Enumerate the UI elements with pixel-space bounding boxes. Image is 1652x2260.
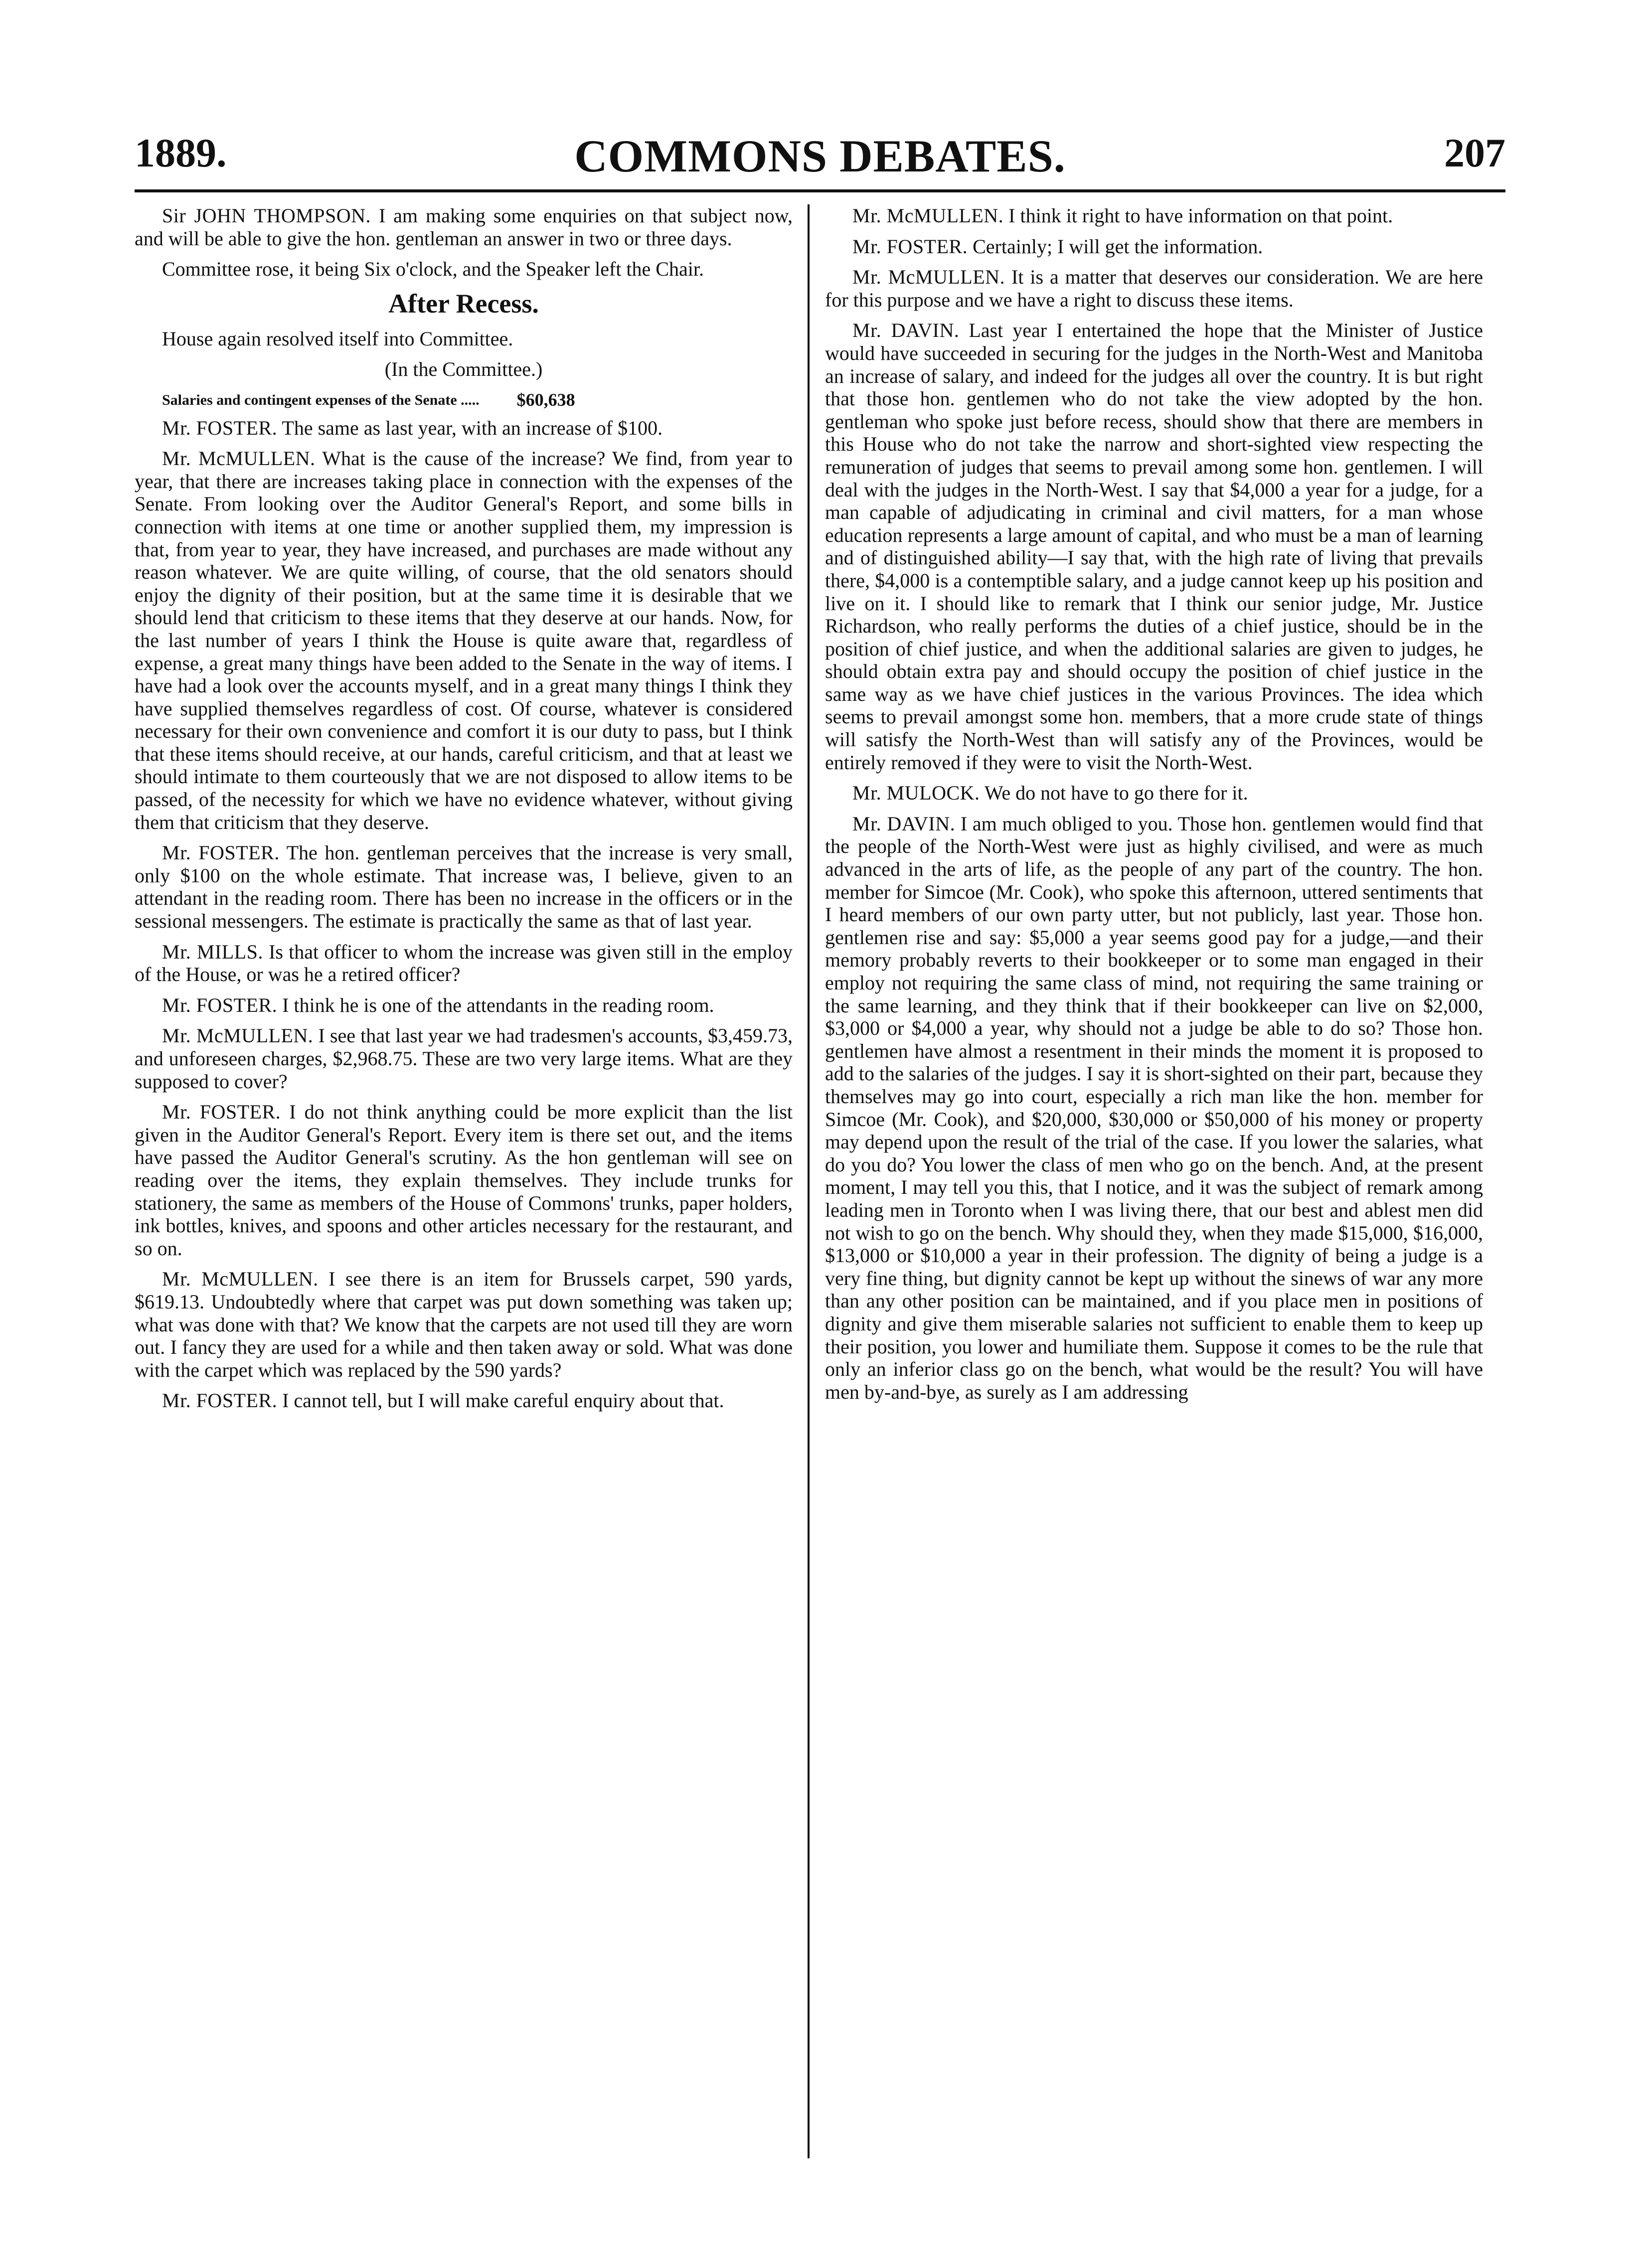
speaker-name: Mr. McMULLEN. xyxy=(162,447,316,470)
speaker-name: Mr. FOSTER. xyxy=(162,1101,281,1124)
speaker-name: Mr. FOSTER. xyxy=(852,235,968,258)
speaker-name: Mr. FOSTER. xyxy=(162,993,278,1016)
speech-paragraph xyxy=(135,941,793,986)
speech-text: The same as last year, with an increase of $100. xyxy=(282,416,663,439)
estimate-item xyxy=(135,389,793,412)
speech-paragraph xyxy=(825,266,1483,311)
left-column xyxy=(135,204,793,2178)
estimate-label: Salaries and contingent expenses of the Senate ..... xyxy=(162,391,480,408)
speech-text: I think it right to have information on that point. xyxy=(1008,204,1393,227)
speech-paragraph xyxy=(825,812,1483,1403)
speech-text: It is a matter that deserves our consideration. We are here for this purpose and we have a right to discuss these items. xyxy=(825,266,1483,311)
speech-text: I think he is one of the attendants in the reading room. xyxy=(282,993,714,1016)
speech-text: We do not have to go there for it. xyxy=(984,782,1248,805)
proceeding-paragraph: House again resolved itself into Committee. xyxy=(162,327,513,350)
speech-paragraph xyxy=(135,1101,793,1260)
speech-text: Last year I entertained the hope that the Minister of Justice would have succeeded in securing for the judges in the North-West and Manitoba an increase of salary, and indeed for the judges all over the country. It is but right that those hon. gentlemen who do not take the view adopted by the hon. gentleman who spoke just before recess, should show that there are members in this House who do not take the narrow and short-sighted view respecting the remuneration of judges that seems to prevail among some hon. gentlemen. I will deal with the judges in the North-West. I say that $4,000 a year for a judge, for a man capable of adjudicating in criminal and civil matters, for a man whose education represents a large amount of capital, and who must be a man of learning and of distinguished ability—I say that, with the high rate of living that prevails there, $4,000 is a contemptible salary, and a judge cannot keep up his position and live on it. I should like to remark that I think our senior judge, Mr. Justice Richardson, who really performs the duties of a chief justice, should be in the position of chief justice, and when the additional salaries are given to judges, he should obtain extra pay and should occupy the position of chief justice in the same way as we have chief justices in the various Provinces. The idea which seems to prevail amongst some hon. members, that a more crude state of things will satisfy the North-West than will satisfy any of the Provinces, would be entirely removed if they were to visit the North-West. xyxy=(825,319,1483,774)
header-title: COMMONS DEBATES. xyxy=(574,131,1066,181)
speaker-name: Mr. FOSTER. xyxy=(162,416,278,439)
speaker-name: Mr. FOSTER. xyxy=(162,1389,278,1412)
speech-paragraph xyxy=(135,1389,793,1412)
committee-note: (In the Committee.) xyxy=(384,358,543,381)
speaker-name: Mr. DAVIN. xyxy=(852,812,956,835)
speaker-name: Sir JOHN THOMPSON. xyxy=(162,204,371,227)
header-page-number: 207 xyxy=(1444,130,1505,175)
speaker-name: Mr. McMULLEN. xyxy=(852,266,1005,289)
speech-text: I am making some enquiries on that subject now, and will be able to give the hon. gentleman an answer in two or three days. xyxy=(135,204,793,250)
header-year: 1889. xyxy=(135,130,227,175)
speaker-name: Mr. MILLS. xyxy=(162,940,263,963)
header-rule xyxy=(135,189,1505,192)
speaker-name: Mr. McMULLEN. xyxy=(162,1024,314,1047)
column-divider xyxy=(808,204,810,2158)
speech-paragraph xyxy=(825,235,1483,258)
speech-paragraph xyxy=(825,782,1483,805)
speech-text: I am much obliged to you. Those hon. gentlemen would find that the people of the North-West were just as highly civilised, and were as much advanced in the arts of life, as the people of any part of the country. The hon. member for Simcoe (Mr. Cook), who spoke this afternoon, uttered sentiments that I heard members of our own party utter, but not publicly, last year. Those hon. gentlemen rise and say: $5,000 a year seems good pay for a judge,—and their memory probably reverts to their bookkeeper or to some man engaged in their employ not requiring the same class of mind, not requiring the same training or the same learning, and they think that if their bookkeeper can live on $2,000, $3,000 or $4,000 a year, why should not a judge be able to do so? Those hon. gentlemen have almost a resentment in their minds the moment it is proposed to add to the salaries of the judges. I say it is short-sighted on their part, because they themselves may go into court, especially a rich man like the hon. member for Simcoe (Mr. Cook), and $20,000, $30,000 or $50,000 of his money or property may depend upon the result of the trial of the case. If you lower the salaries, what do you do? You lower the class of men who go on the bench. And, at the present moment, I may tell you this, that I notice, and it was the subject of remark among leading men in Toronto when I was living there, that our best and ablest men did not wish to go on the bench. Why should they, when they made $15,000, $16,000, $13,000 or $10,000 a year in their profession. The dignity of being a judge is a very fine thing, but dignity cannot be kept up without the sinews of war any more than any other position can be maintained, and if you place men in positions of dignity and give them miserable salaries not sufficient to enable them to keep up their position, you lower and humiliate them. Suppose it comes to be the rule that only an inferior class go on the bench, what would be the result? You will have men by-and-bye, as surely as I am addressing xyxy=(825,812,1483,1403)
speech-text: Is that officer to whom the increase was given still in the employ of the House, or was he a retired officer? xyxy=(135,940,793,986)
speech-paragraph xyxy=(135,1268,793,1381)
speech-paragraph xyxy=(825,319,1483,774)
section-heading: After Recess. xyxy=(388,288,539,319)
speech-text: I cannot tell, but I will make careful enquiry about that. xyxy=(282,1389,724,1412)
speech-paragraph xyxy=(135,417,793,440)
speech-paragraph xyxy=(135,1024,793,1093)
speaker-name: Mr. McMULLEN. xyxy=(852,204,1004,227)
speech-text: The hon. gentleman perceives that the increase is very small, only $100 on the whole estimate. That increase was, I believe, given to an attendant in the reading room. There has been no increase in the officers or in the sessional messengers. The estimate is practically the same as that of last year. xyxy=(135,841,793,933)
speech-text: I see there is an item for Brussels carpet, 590 yards, $619.13. Undoubtedly where that carpet was put down something was taken up; what was done with that? We know that the carpets are not used till they are worn out. I fancy they are used for a while and then taken away or sold. What was done with the carpet which was replaced by the 590 yards? xyxy=(135,1268,793,1381)
speech-text: What is the cause of the increase? We find, from year to year, that there are increases taking place in connection with the expenses of the Senate. From looking over the Auditor General's Report, and some bills in connection with items at one time or another supplied them, my impression is that, from year to year, they have increased, and purchases are made without any reason whatever. We are quite willing, of course, that the old senators should enjoy the dignity of their position, but at the same time it is desirable that we should lend that criticism to these items that they deserve at our hands. Now, for the last number of years I think the House is quite aware that, regardless of expense, a great many things have been added to the Senate in the way of items. I have had a look over the accounts myself, and in a great many things I think they have supplied themselves regardless of cost. Of course, whatever is considered necessary for their own convenience and comfort it is our duty to pass, but I think that these items should receive, at our hands, careful criticism, and that at least we should intimate to them courteously that we are not disposed to allow items to be passed, of the necessity for which we have no evidence whatever, without giving them that criticism that they deserve. xyxy=(135,447,793,833)
speech-text: I do not think anything could be more explicit than the list given in the Auditor General's Report. Every item is there set out, and the items have passed the Auditor General's scrutiny. As the hon gentleman will see on reading over the items, they explain themselves. They include trunks for stationery, the same as members of the House of Commons' trunks, paper holders, ink bottles, knives, and spoons and other articles necessary for the restaurant, and so on. xyxy=(135,1101,793,1260)
speech-paragraph xyxy=(135,447,793,833)
page-header xyxy=(135,125,1505,189)
proceeding-paragraph: Committee rose, it being Six o'clock, and the Speaker left the Chair. xyxy=(162,258,704,281)
speaker-name: Mr. McMULLEN. xyxy=(162,1268,319,1291)
speech-paragraph xyxy=(135,204,793,250)
speech-paragraph xyxy=(135,841,793,932)
speaker-name: Mr. MULOCK. xyxy=(852,782,980,805)
speech-text: Certainly; I will get the information. xyxy=(973,235,1263,258)
estimate-amount: $60,638 xyxy=(516,389,575,410)
speech-paragraph xyxy=(135,994,793,1017)
speech-paragraph xyxy=(825,204,1483,227)
speech-text: I see that last year we had tradesmen's accounts, $3,459.73, and unforeseen charges, $2,968.75. These are two very large items. What are they supposed to cover? xyxy=(135,1024,793,1093)
speaker-name: Mr. DAVIN. xyxy=(852,319,960,342)
right-column xyxy=(825,204,1483,2178)
speaker-name: Mr. FOSTER. xyxy=(162,841,280,864)
